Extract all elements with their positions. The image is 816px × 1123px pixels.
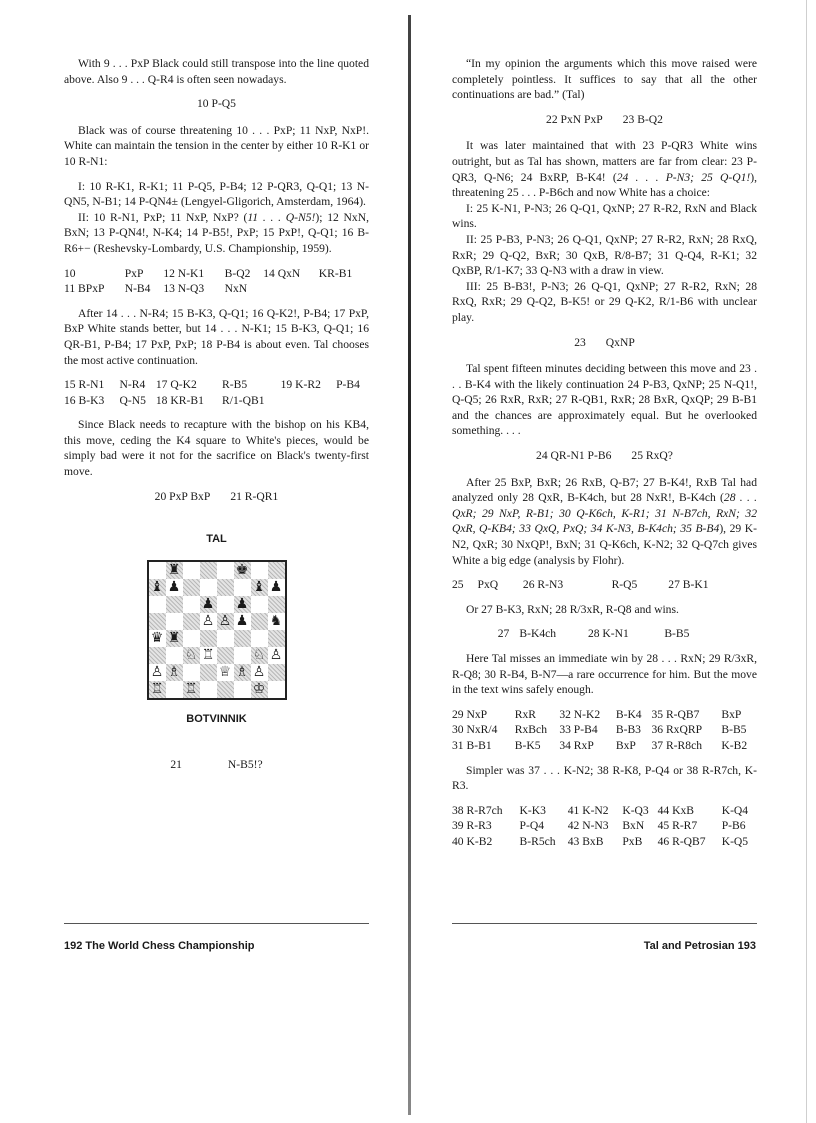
move: 22 PxN PxP (546, 112, 603, 126)
board-square (166, 562, 183, 579)
board-square (183, 630, 200, 647)
board-square (234, 613, 251, 630)
board-square (251, 562, 268, 579)
board-square (251, 681, 268, 698)
move-cell: 16 B-K3 (64, 393, 105, 407)
move-cell: 37 R-R8ch (651, 738, 703, 752)
chess-piece-icon: ♙ (201, 613, 215, 630)
move-cell: 25 (452, 578, 464, 592)
move-line (452, 448, 757, 464)
moves-table (498, 626, 712, 642)
chess-piece-icon: ♙ (269, 647, 283, 664)
move-cell: KR-B1 (318, 266, 353, 280)
move-cell: K-Q4 (721, 803, 749, 817)
chess-piece-icon: ♘ (252, 647, 266, 664)
chess-piece-icon: ♘ (184, 647, 198, 664)
paragraph: Black was of course threatening 10 . . . PxP; 11 NxP, NxP!. White can maintain the tension in the center by either 10 R-K1 or 10 R-N1: (64, 123, 369, 168)
move-line: 10 P-Q5 (197, 97, 236, 111)
paragraph (452, 138, 757, 200)
page-footer: 192 The World Chess Championship (64, 940, 255, 952)
board-square (217, 647, 234, 664)
chess-piece-icon: ♟ (201, 596, 215, 613)
chess-piece-icon: ♜ (167, 562, 181, 579)
move-cell: 40 K-B2 (452, 834, 493, 848)
move-cell: PxP (124, 266, 144, 280)
variation-2 (64, 210, 369, 257)
diagram-bottom-player: BOTVINNIK (186, 712, 247, 725)
move-row (452, 818, 757, 834)
paragraph (452, 475, 757, 569)
board-square (217, 579, 234, 596)
board-square (217, 630, 234, 647)
right-page (452, 56, 757, 859)
board-square (251, 664, 268, 681)
move-cell: BxN (622, 819, 645, 833)
move-cell: 44 KxB (657, 803, 694, 817)
board-square (234, 630, 251, 647)
board-square (268, 562, 285, 579)
board-square (183, 579, 200, 596)
move-line (452, 112, 757, 128)
board-square (268, 647, 285, 664)
board-square (234, 681, 251, 698)
chess-board (147, 560, 287, 700)
board-square (183, 681, 200, 698)
board-square (234, 664, 251, 681)
move-row (64, 377, 369, 393)
paragraph: With 9 . . . PxP Black could still transpose into the line quoted above. Also 9 . . . Q-R4 is often seen nowadays. (64, 57, 369, 86)
board-square (217, 664, 234, 681)
move-cell: 32 N-K2 (559, 707, 601, 721)
move-cell: 46 R-QB7 (657, 834, 706, 848)
text: II: 10 R-N1, PxP; 11 NxP, NxP? ( (78, 210, 248, 224)
board-square (149, 630, 166, 647)
move-row (452, 803, 757, 819)
move: 21 R-QR1 (230, 489, 279, 503)
move-row (452, 577, 757, 593)
board-square (149, 664, 166, 681)
moves-table (452, 577, 757, 593)
board-square (200, 596, 217, 613)
move-cell (281, 393, 336, 409)
moves-table (452, 803, 757, 850)
board-square (200, 664, 217, 681)
move-cell: 42 N-N3 (567, 819, 609, 833)
move-cell: B-K5 (514, 738, 541, 752)
board-square (234, 579, 251, 596)
italic-text: 28 . . . QxR; 29 NxP, R-B1; 30 Q-K6ch, K-R1; 31 N-B7ch, RxN; 32 QxR, Q-KB4; 33 QxQ, PxQ; 34 K-N3, B-K4ch; 35 B-B4 (452, 491, 758, 536)
chess-piece-icon: ♛ (150, 630, 164, 647)
chess-piece-icon: ♝ (150, 579, 164, 596)
text: It was later maintained that with 23 P-QR3 White wins outright, but as Tal has shown, matters are far from clear: 23 P-QR3, Q-N6; 24 BxRP, B-K4! ( (452, 139, 757, 184)
move-cell: B-B3 (615, 723, 641, 737)
move-cell: RxR (514, 707, 537, 721)
board-square (234, 647, 251, 664)
move-cell: 19 K-R2 (280, 378, 321, 392)
chess-piece-icon: ♚ (235, 562, 249, 579)
move-cell: K-Q5 (721, 834, 749, 848)
move-cell: P-Q4 (519, 819, 545, 833)
move-cell: 14 QxN (263, 266, 301, 280)
move-cell: B-K4ch (519, 627, 557, 641)
move-row (452, 707, 757, 723)
board-square (234, 562, 251, 579)
chess-piece-icon: ♖ (201, 647, 215, 664)
move-cell: P-B6 (721, 819, 746, 833)
board-square (200, 681, 217, 698)
move-cell: 45 R-R7 (657, 819, 698, 833)
board-square (268, 613, 285, 630)
move: QxNP (605, 335, 635, 349)
chess-piece-icon: ♖ (150, 681, 164, 698)
chess-piece-icon: ♟ (167, 579, 181, 596)
paragraph: Or 27 B-K3, RxN; 28 R/3xR, R-Q8 and wins. (466, 602, 679, 616)
board-square (149, 681, 166, 698)
move-cell: BxP (615, 738, 636, 752)
move-cell: R-B5 (222, 378, 248, 392)
moves-table (64, 377, 369, 408)
diagram-top-player: TAL (206, 533, 227, 546)
move: 20 PxP BxP (154, 489, 211, 503)
board-square (149, 647, 166, 664)
move-row (452, 722, 757, 738)
board-square (268, 664, 285, 681)
board-square (183, 664, 200, 681)
move-cell: B-Q2 (224, 266, 251, 280)
move-cell: 29 NxP (452, 707, 488, 721)
move-cell: 39 R-R3 (452, 819, 492, 833)
move-cell: 30 NxR/4 (452, 723, 498, 737)
paragraph: Simpler was 37 . . . K-N2; 38 R-K8, P-Q4 or 38 R-R7ch, K-R3. (452, 763, 757, 793)
page-footer: Tal and Petrosian 193 (643, 940, 756, 952)
move-cell: K-K3 (519, 803, 546, 817)
board-square (166, 630, 183, 647)
footer-rule (452, 923, 757, 924)
book-gutter (408, 15, 411, 1115)
paragraph: Since Black needs to recapture with the bishop on his KB4, this move, ceding the K4 square to White's pieces, would be simply bad were it not for the sacrifice on Black's twenty-first move. (64, 418, 369, 479)
move-row (64, 281, 369, 297)
move-cell: 34 RxP (559, 738, 594, 752)
text: ), threatening 25 . . . P-B6ch and now White has a choice: (452, 170, 757, 200)
move-cell: NxN (224, 282, 248, 296)
move-number: 21 (170, 758, 182, 772)
board-square (268, 681, 285, 698)
move-cell: P-B4 (336, 378, 360, 392)
board-square (251, 596, 268, 613)
footer-rule (64, 923, 369, 924)
board-square (166, 579, 183, 596)
chess-piece-icon: ♗ (167, 664, 181, 681)
board-square (183, 596, 200, 613)
text: ); 12 NxN, BxN; 13 P-QN4!, N-K4; 14 P-B5!, PxP; 15 PxP!, Q-Q1; 16 B-R6+− (Reshevsky-Lombardy, U.S. Championship, 1959). (64, 210, 369, 255)
move-cell: B-R5ch (519, 834, 556, 848)
move-cell: 38 R-R7ch (452, 803, 503, 817)
quote: “In my opinion the arguments which this move raised were completely pointless. It suffices to say that all the other continuations are bad.” (Tal) (452, 57, 757, 102)
board-square (217, 562, 234, 579)
variation-1: I: 10 R-K1, R-K1; 11 P-Q5, P-B4; 12 P-QR3, Q-Q1; 13 N-QN5, N-B1; 14 P-QN4± (Lengyel-Gligorich, Amsterdam, 1964). (64, 179, 369, 209)
move: N-B5!? (227, 758, 263, 772)
move-cell: B-K4 (615, 707, 642, 721)
chess-piece-icon: ♞ (269, 613, 283, 630)
move-row (64, 393, 369, 409)
move-cell (336, 393, 369, 409)
move-cell: 12 N-K1 (163, 266, 205, 280)
move-cell: PxB (622, 834, 643, 848)
board-square (251, 647, 268, 664)
move-cell: 15 R-N1 (64, 378, 105, 392)
board-square (268, 579, 285, 596)
board-square (166, 681, 183, 698)
move-cell: 33 P-B4 (559, 723, 598, 737)
board-square (166, 664, 183, 681)
move-cell: 11 BPxP (64, 282, 105, 296)
paragraph: Tal spent fifteen minutes deciding between this move and 23 . . . B-K4 with the likely continuation 24 P-B3, QxNP; 25 N-Q1!, Q-Q5; 26 RxR, RxR; 27 R-QB1, RxR; 28 BxR, QxQP; 29 B-B1 and the chances are approximately equal. But he overlooked something. . . . (452, 362, 757, 438)
chess-piece-icon: ♔ (252, 681, 266, 698)
board-square (149, 596, 166, 613)
board-square (234, 596, 251, 613)
move-cell: BxP (721, 707, 742, 721)
chess-piece-icon: ♗ (235, 664, 249, 681)
board-square (268, 630, 285, 647)
text: ), 29 K-N2, QxR; 30 NxQP!, BxN; 31 Q-K6ch, K-N2; 32 Q-Q7ch gives White a big edge (analysis by Flohr). (452, 522, 757, 567)
board-square (251, 613, 268, 630)
board-square (166, 613, 183, 630)
board-square (217, 613, 234, 630)
board-square (149, 579, 166, 596)
board-square (149, 562, 166, 579)
board-square (217, 596, 234, 613)
move-cell: Q-N5 (119, 393, 146, 407)
variation-1: I: 25 K-N1, P-N3; 26 Q-Q1, QxNP; 27 R-R2, RxN and Black wins. (452, 201, 757, 231)
move-number: 23 (574, 335, 586, 349)
move-cell: N-B4 (124, 282, 151, 296)
board-square (200, 630, 217, 647)
move-cell (319, 281, 369, 297)
board-square (217, 681, 234, 698)
move-cell: N-R4 (119, 378, 146, 392)
board-square (268, 596, 285, 613)
chess-piece-icon: ♙ (218, 613, 232, 630)
left-page (64, 56, 369, 784)
board-square (183, 613, 200, 630)
move-cell: 43 BxB (567, 834, 604, 848)
move-line (64, 757, 369, 773)
move-line (64, 489, 369, 505)
move-row (452, 834, 757, 850)
move-cell: 36 RxQRP (651, 723, 703, 737)
board-square (251, 579, 268, 596)
move-cell: 41 K-N2 (567, 803, 609, 817)
board-square (200, 647, 217, 664)
move-cell: 10 (64, 266, 76, 280)
move-line (452, 335, 757, 351)
page-edge (806, 0, 807, 1123)
italic-text: 24 . . . P-N3; 25 Q-Q1! (616, 170, 751, 184)
move-cell: 31 B-B1 (452, 738, 492, 752)
text: After 25 BxP, BxR; 26 RxB, Q-B7; 27 B-K4!, RxB Tal had analyzed only 28 QxR, B-K4ch, but 28 NxR!, B-K4ch ( (452, 475, 757, 505)
chess-piece-icon: ♟ (235, 613, 249, 630)
move-cell: RxBch (514, 723, 547, 737)
move-cell: R-Q5 (611, 578, 638, 592)
move: 25 RxQ? (631, 449, 673, 463)
board-square (251, 630, 268, 647)
move-cell (263, 281, 319, 297)
chess-piece-icon: ♕ (218, 664, 232, 681)
board-square (183, 647, 200, 664)
board-square (166, 596, 183, 613)
board-square (200, 562, 217, 579)
paragraph: Here Tal misses an immediate win by 28 . . . RxN; 29 R/3xR, R-Q8; 30 R-B4, B-N7—a rare occurrence for him. But the move in the text wins safely enough. (452, 652, 757, 697)
move: 24 QR-N1 P-B6 (536, 449, 612, 463)
board-square (200, 579, 217, 596)
italic-text: 11 . . . Q-N5! (247, 210, 316, 224)
move-cell: 27 (497, 627, 510, 641)
move-cell: PxQ (477, 578, 499, 592)
moves-table (452, 707, 757, 754)
move-cell: 35 R-QB7 (651, 707, 700, 721)
move-cell: B-B5 (664, 627, 690, 641)
move-cell: K-B2 (721, 738, 748, 752)
board-square (183, 562, 200, 579)
move-cell: 26 R-N3 (522, 578, 564, 592)
chess-piece-icon: ♟ (269, 579, 283, 596)
move-cell: 18 KR-B1 (155, 393, 204, 407)
chess-piece-icon: ♝ (252, 579, 266, 596)
chess-piece-icon: ♜ (167, 630, 181, 647)
variation-2: II: 25 P-B3, P-N3; 26 Q-Q1, QxNP; 27 R-R2, RxN; 28 RxQ, RxR; 29 Q-Q2, BxR; 30 QxB, R/8-B7; 31 Q-Q4, R-K1; 32 QxBP, R/1-K7; 33 Q-N3 with a draw in view. (452, 232, 757, 278)
move-row (64, 266, 369, 282)
move-cell: 13 N-Q3 (163, 282, 205, 296)
move-cell: R/1-QB1 (222, 393, 265, 407)
chess-piece-icon: ♖ (184, 681, 198, 698)
move-cell: 17 Q-K2 (155, 378, 197, 392)
move-cell: K-Q3 (622, 803, 649, 817)
board-square (166, 647, 183, 664)
chess-piece-icon: ♙ (252, 664, 266, 681)
move: 23 B-Q2 (622, 112, 663, 126)
moves-table (64, 266, 369, 297)
chess-piece-icon: ♟ (235, 596, 249, 613)
paragraph: After 14 . . . N-R4; 15 B-K3, Q-Q1; 16 Q-K2!, P-B4; 17 PxP, BxP White stands better, but 14 . . . N-K1; 15 B-K3, Q-Q1; 16 QR-B1, P-B4; 17 PxP, PxP; 18 P-B4 is about even. Tal chooses the most active continuation. (64, 306, 369, 367)
move-cell: 28 K-N1 (587, 627, 629, 641)
variation-3: III: 25 B-B3!, P-N3; 26 Q-Q1, QxNP; 27 R-R2, RxN; 28 RxQ, RxR; 29 Q-Q2, B-K5! or 29 Q-K2, R/1-B6 with unclear play. (452, 279, 757, 324)
board-square (200, 613, 217, 630)
move-cell: B-B5 (721, 723, 747, 737)
move-row (452, 738, 757, 754)
move-row (498, 626, 712, 642)
board-square (149, 613, 166, 630)
chess-piece-icon: ♙ (150, 664, 164, 681)
move-cell: 27 B-K1 (668, 578, 709, 592)
